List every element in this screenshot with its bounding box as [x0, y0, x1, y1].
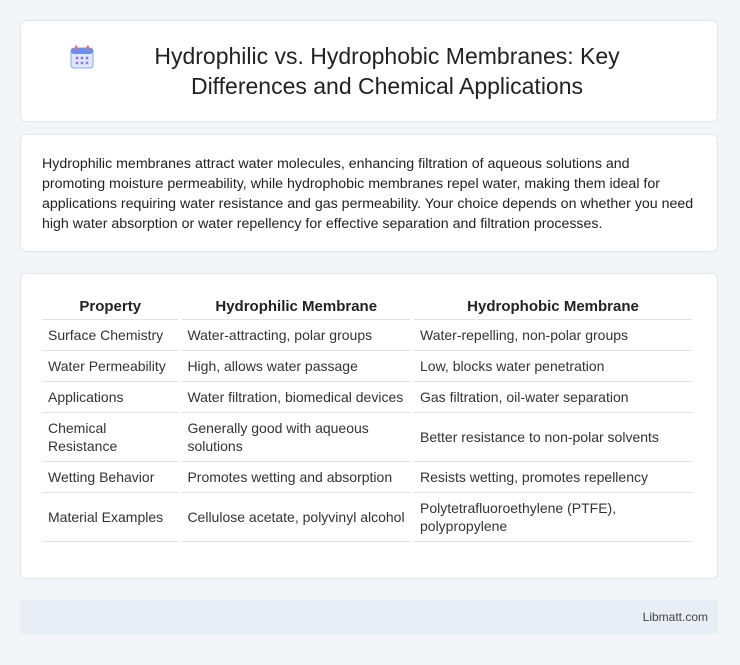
cell-hydrophobic: Low, blocks water penetration: [414, 351, 692, 382]
table-row: [42, 493, 692, 542]
header-hydrophilic: Hydrophilic Membrane: [181, 294, 411, 320]
cell-property: Wetting Behavior: [42, 462, 178, 493]
table-card: [20, 273, 718, 579]
cell-property: Water Permeability: [42, 351, 178, 382]
cell-hydrophobic: Resists wetting, promotes repellency: [414, 462, 692, 493]
header-hydrophobic: Hydrophobic Membrane: [414, 294, 692, 320]
cell-property: Chemical Resistance: [42, 413, 178, 462]
page-title: Hydrophilic vs. Hydrophobic Membranes: Key Differences and Chemical Applications: [154, 43, 620, 99]
table-header-row: [42, 294, 692, 320]
cell-hydrophobic: Gas filtration, oil-water separation: [414, 382, 692, 413]
cell-hydrophilic: Water-attracting, polar groups: [181, 320, 411, 351]
table-row: [42, 382, 692, 413]
title-card: [20, 20, 718, 122]
calendar-icon: [69, 44, 95, 70]
table-row: [42, 413, 692, 462]
cell-hydrophobic: Water-repelling, non-polar groups: [414, 320, 692, 351]
cell-hydrophilic: Generally good with aqueous solutions: [181, 413, 411, 462]
header-property: Property: [42, 294, 178, 320]
cell-hydrophilic: Promotes wetting and absorption: [181, 462, 411, 493]
intro-card: [20, 134, 718, 252]
title-wrap: [69, 41, 669, 101]
cell-hydrophilic: Water filtration, biomedical devices: [181, 382, 411, 413]
intro-paragraph: Hydrophilic membranes attract water molecules, enhancing filtration of aqueous solutions and promoting moisture permeability, while hydrophobic membranes repel water, making them ideal for applications requiring water resistance and gas permeability. Your choice depends on whether you need high water absorption or water repellency for effective separation and filtration processes.: [42, 156, 694, 232]
cell-property: Applications: [42, 382, 178, 413]
cell-property: Material Examples: [42, 493, 178, 542]
cell-hydrophobic: Better resistance to non-polar solvents: [414, 413, 692, 462]
table-row: [42, 462, 692, 493]
footer-brand[interactable]: Libmatt.com: [642, 610, 708, 624]
table-row: [42, 320, 692, 351]
comparison-table: [39, 294, 695, 542]
cell-property: Surface Chemistry: [42, 320, 178, 351]
table-row: [42, 351, 692, 382]
cell-hydrophilic: Cellulose acetate, polyvinyl alcohol: [181, 493, 411, 542]
footer: [20, 600, 718, 634]
cell-hydrophilic: High, allows water passage: [181, 351, 411, 382]
cell-hydrophobic: Polytetrafluoroethylene (PTFE), polypropylene: [414, 493, 692, 542]
